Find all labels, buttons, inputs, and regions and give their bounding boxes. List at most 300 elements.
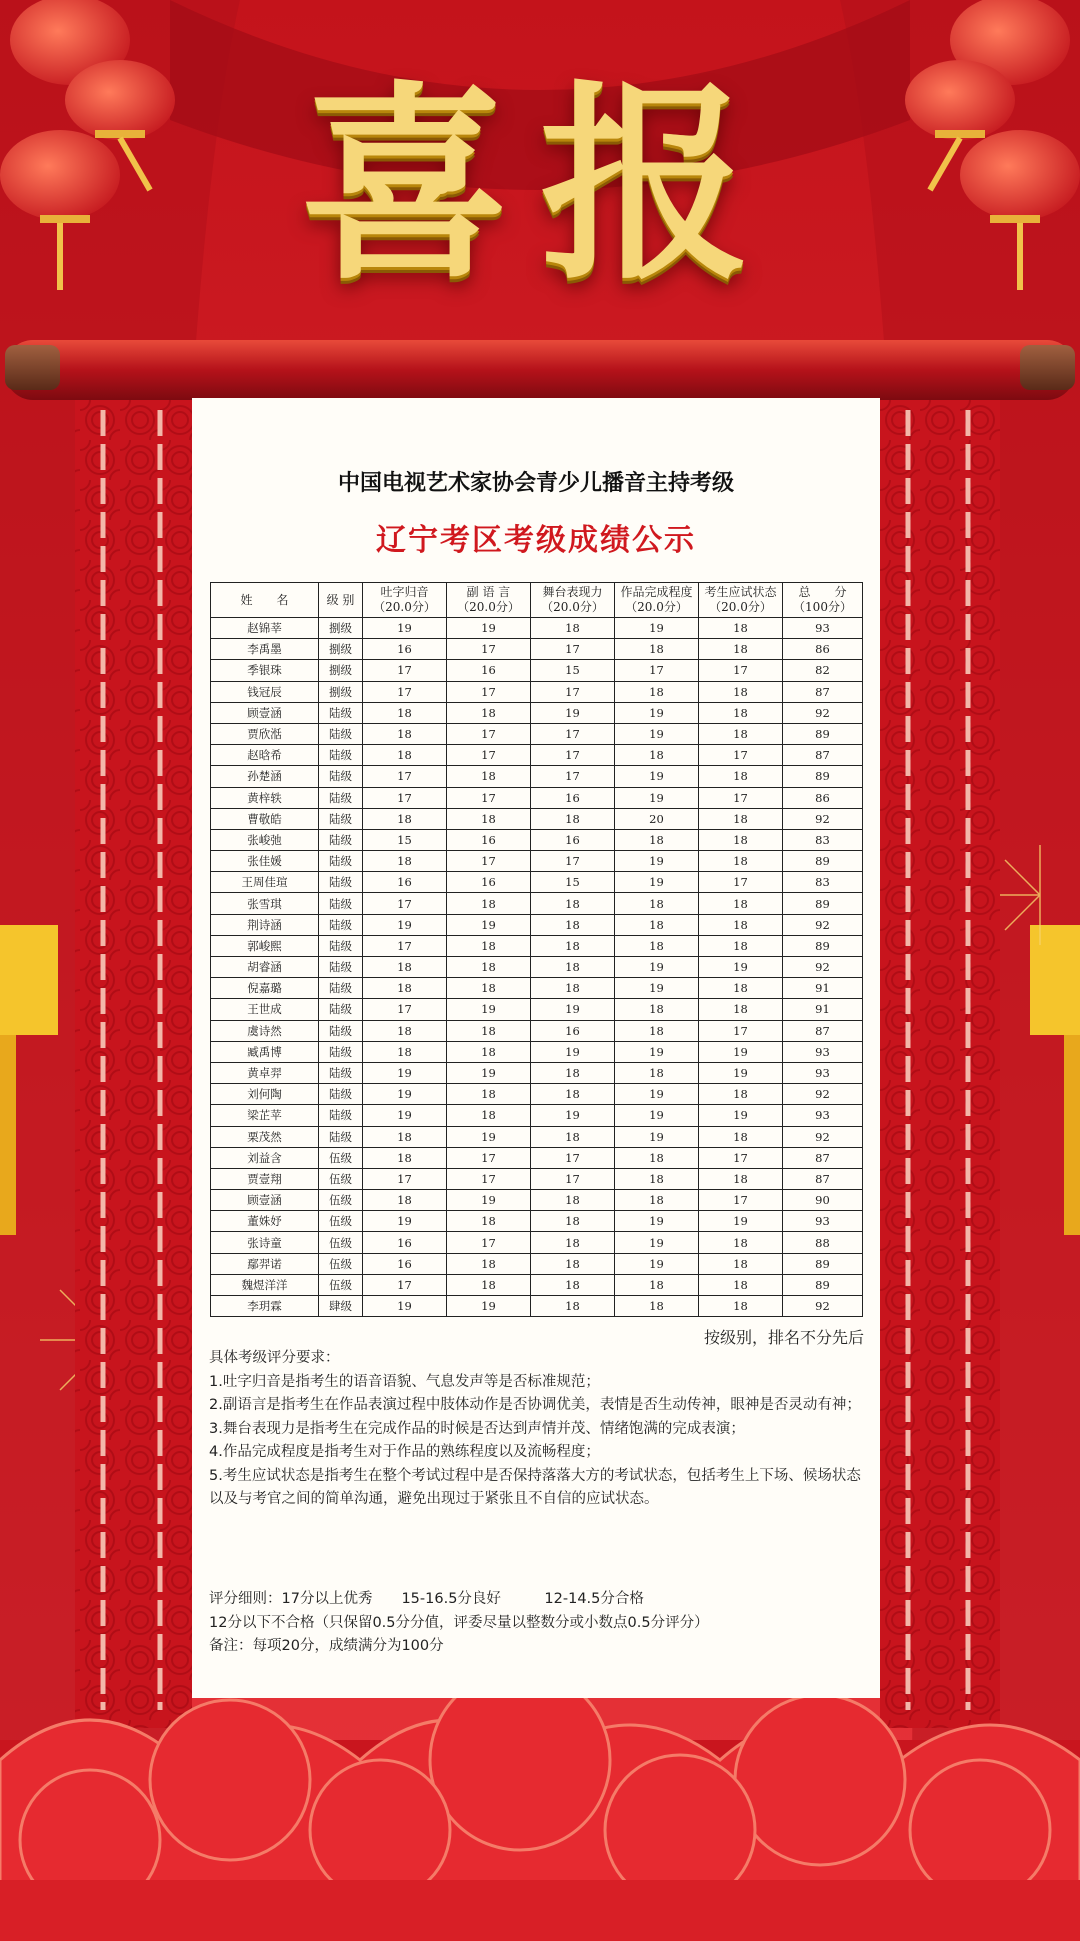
student-name: 魏煜洋洋 — [211, 1274, 319, 1295]
score-cell: 18 — [699, 1253, 783, 1274]
score-cell: 18 — [699, 893, 783, 914]
table-row — [211, 1232, 863, 1253]
column-header-label: 作品完成程度 — [620, 585, 693, 599]
grade-level: 陆级 — [319, 829, 363, 850]
grade-level: 陆级 — [319, 723, 363, 744]
score-cell: 18 — [699, 1296, 783, 1317]
score-cell: 18 — [447, 766, 531, 787]
criteria-heading: 具体考级评分要求： — [209, 1350, 340, 1366]
score-cell: 19 — [531, 702, 615, 723]
column-header-max: （20.0分） — [709, 600, 772, 614]
scale-line: 评分细则：17分以上优秀 15-16.5分良好 12-14.5分合格 — [209, 1591, 644, 1607]
grade-level: 陆级 — [319, 914, 363, 935]
score-cell: 18 — [531, 1211, 615, 1232]
score-cell: 19 — [699, 957, 783, 978]
student-name: 王周佳瑄 — [211, 872, 319, 893]
score-cell: 18 — [699, 702, 783, 723]
grade-level: 肆级 — [319, 1296, 363, 1317]
score-cell: 82 — [783, 660, 863, 681]
score-cell: 89 — [783, 893, 863, 914]
student-name: 荆诗涵 — [211, 914, 319, 935]
column-header-max: （20.0分） — [373, 600, 436, 614]
score-cell: 18 — [531, 1253, 615, 1274]
score-cell: 19 — [363, 1062, 447, 1083]
score-cell: 18 — [699, 808, 783, 829]
scale-line: 备注：每项20分，成绩满分为100分 — [209, 1638, 444, 1654]
score-cell: 16 — [531, 1020, 615, 1041]
score-cell: 19 — [447, 999, 531, 1020]
score-cell: 19 — [615, 872, 699, 893]
table-row — [211, 681, 863, 702]
grade-level: 伍级 — [319, 1274, 363, 1295]
score-cell: 16 — [447, 829, 531, 850]
score-cell: 18 — [615, 1296, 699, 1317]
score-cell: 87 — [783, 1147, 863, 1168]
table-row — [211, 723, 863, 744]
score-cell: 20 — [615, 808, 699, 829]
score-cell: 92 — [783, 914, 863, 935]
score-cell: 19 — [615, 851, 699, 872]
score-cell: 18 — [699, 639, 783, 660]
student-name: 顾壹涵 — [211, 702, 319, 723]
student-name: 赵晗希 — [211, 745, 319, 766]
score-cell: 17 — [699, 787, 783, 808]
score-cell: 19 — [615, 1041, 699, 1062]
student-name: 黄梓轶 — [211, 787, 319, 808]
score-cell: 18 — [363, 1041, 447, 1062]
grade-level: 陆级 — [319, 787, 363, 808]
grade-level: 陆级 — [319, 1020, 363, 1041]
score-cell: 92 — [783, 808, 863, 829]
column-header — [699, 583, 783, 618]
score-cell: 19 — [615, 766, 699, 787]
score-cell: 18 — [363, 723, 447, 744]
score-cell: 18 — [531, 1062, 615, 1083]
score-cell: 18 — [447, 808, 531, 829]
score-cell: 16 — [363, 1232, 447, 1253]
score-cell: 17 — [447, 1147, 531, 1168]
score-cell: 18 — [615, 1168, 699, 1189]
column-header-label: 总 分 — [798, 585, 847, 599]
score-cell: 18 — [531, 1190, 615, 1211]
score-cell: 18 — [447, 978, 531, 999]
score-cell: 89 — [783, 766, 863, 787]
grade-level: 陆级 — [319, 978, 363, 999]
score-cell: 18 — [615, 999, 699, 1020]
score-cell: 18 — [531, 808, 615, 829]
score-cell: 18 — [531, 935, 615, 956]
score-cell: 86 — [783, 787, 863, 808]
student-name: 孙楚涵 — [211, 766, 319, 787]
grade-level: 陆级 — [319, 745, 363, 766]
grade-level: 伍级 — [319, 1232, 363, 1253]
score-cell: 18 — [699, 1274, 783, 1295]
score-cell: 17 — [699, 872, 783, 893]
score-cell: 19 — [363, 1211, 447, 1232]
score-cell: 16 — [363, 1253, 447, 1274]
table-row — [211, 1147, 863, 1168]
grade-level: 伍级 — [319, 1190, 363, 1211]
score-cell: 19 — [615, 957, 699, 978]
student-name: 李禹墨 — [211, 639, 319, 660]
score-cell: 17 — [699, 1020, 783, 1041]
score-cell: 19 — [363, 1084, 447, 1105]
table-row — [211, 745, 863, 766]
table-header — [211, 583, 863, 618]
score-cell: 17 — [699, 660, 783, 681]
criteria-item: 5.考生应试状态是指考生在整个考试过程中是否保持落落大方的考试状态，包括考生上下场、候场状态以及与考官之间的简单沟通，避免出现过于紧张且不自信的应试状态。 — [209, 1467, 861, 1507]
score-cell: 18 — [615, 681, 699, 702]
column-header — [319, 583, 363, 618]
score-cell: 18 — [363, 851, 447, 872]
score-cell: 18 — [615, 914, 699, 935]
score-cell: 17 — [531, 1168, 615, 1189]
table-row — [211, 766, 863, 787]
table-row — [211, 1168, 863, 1189]
grade-level: 陆级 — [319, 1041, 363, 1062]
score-cell: 17 — [447, 1232, 531, 1253]
score-cell: 16 — [531, 829, 615, 850]
score-cell: 86 — [783, 639, 863, 660]
score-cell: 92 — [783, 1296, 863, 1317]
score-cell: 19 — [615, 1211, 699, 1232]
score-cell: 18 — [699, 829, 783, 850]
poster-title: 喜报 — [299, 61, 780, 308]
score-cell: 19 — [531, 999, 615, 1020]
score-cell: 17 — [699, 1190, 783, 1211]
page-title: 辽宁考区考级成绩公示 — [376, 523, 696, 558]
score-cell: 18 — [531, 1232, 615, 1253]
score-cell: 19 — [531, 1041, 615, 1062]
score-cell: 18 — [531, 1296, 615, 1317]
column-header — [531, 583, 615, 618]
student-name: 栗茂然 — [211, 1126, 319, 1147]
score-cell: 18 — [615, 1062, 699, 1083]
score-cell: 17 — [447, 851, 531, 872]
score-cell: 18 — [363, 808, 447, 829]
student-name: 顾壹涵 — [211, 1190, 319, 1211]
score-cell: 18 — [363, 702, 447, 723]
student-name: 赵锦莘 — [211, 618, 319, 639]
scale-line: 12分以下不合格（只保留0.5分分值，评委尽量以整数分或小数点0.5分评分） — [209, 1614, 709, 1631]
table-row — [211, 1190, 863, 1211]
score-cell: 17 — [447, 681, 531, 702]
criteria-item: 3.舞台表现力是指考生在完成作品的时候是否达到声情并茂、情绪饱满的完成表演； — [209, 1420, 745, 1437]
column-header-label: 考生应试状态 — [704, 585, 777, 599]
student-name: 胡睿涵 — [211, 957, 319, 978]
column-header-label: 姓 名 — [240, 592, 289, 607]
criteria-section — [209, 1347, 869, 1512]
score-cell: 18 — [615, 1274, 699, 1295]
column-header-label: 舞台表现力 — [542, 585, 603, 599]
score-cell: 19 — [699, 1041, 783, 1062]
score-cell: 17 — [363, 787, 447, 808]
score-cell: 19 — [447, 1062, 531, 1083]
score-cell: 17 — [447, 787, 531, 808]
student-name: 刘益含 — [211, 1147, 319, 1168]
score-cell: 92 — [783, 1126, 863, 1147]
score-cell: 18 — [531, 914, 615, 935]
score-cell: 19 — [615, 723, 699, 744]
score-cell: 18 — [699, 723, 783, 744]
grade-level: 陆级 — [319, 808, 363, 829]
score-cell: 92 — [783, 957, 863, 978]
score-cell: 19 — [615, 1126, 699, 1147]
score-cell: 18 — [615, 893, 699, 914]
criteria-item: 4.作品完成程度是指考生对于作品的熟练程度以及流畅程度； — [209, 1444, 600, 1460]
grade-level: 陆级 — [319, 702, 363, 723]
grade-level: 伍级 — [319, 1211, 363, 1232]
score-cell: 17 — [699, 745, 783, 766]
score-cell: 83 — [783, 829, 863, 850]
score-cell: 18 — [447, 957, 531, 978]
table-row — [211, 1105, 863, 1126]
score-cell: 19 — [615, 1232, 699, 1253]
score-cell: 87 — [783, 1168, 863, 1189]
score-cell: 18 — [531, 893, 615, 914]
score-cell: 18 — [699, 851, 783, 872]
table-row — [211, 893, 863, 914]
table-body — [211, 618, 863, 1317]
score-cell: 17 — [531, 681, 615, 702]
score-cell: 18 — [699, 1168, 783, 1189]
student-name: 李玥霖 — [211, 1296, 319, 1317]
score-cell: 18 — [615, 1190, 699, 1211]
grade-level: 陆级 — [319, 872, 363, 893]
score-cell: 18 — [363, 957, 447, 978]
score-cell: 18 — [447, 1274, 531, 1295]
grade-level: 捌级 — [319, 618, 363, 639]
table-row — [211, 1084, 863, 1105]
score-cell: 19 — [531, 1105, 615, 1126]
score-cell: 92 — [783, 702, 863, 723]
score-cell: 17 — [447, 639, 531, 660]
score-cell: 19 — [447, 914, 531, 935]
score-cell: 17 — [531, 745, 615, 766]
score-cell: 18 — [531, 957, 615, 978]
grade-level: 陆级 — [319, 1084, 363, 1105]
column-header-max: （20.0分） — [625, 600, 688, 614]
score-cell: 89 — [783, 1253, 863, 1274]
student-name: 贾欣湉 — [211, 723, 319, 744]
column-header — [363, 583, 447, 618]
organization-title: 中国电视艺术家协会青少儿播音主持考级 — [337, 471, 734, 496]
table-row — [211, 914, 863, 935]
score-cell: 17 — [447, 1168, 531, 1189]
score-cell: 18 — [699, 978, 783, 999]
score-cell: 19 — [447, 1190, 531, 1211]
student-name: 张雪琪 — [211, 893, 319, 914]
score-cell: 18 — [447, 1211, 531, 1232]
score-cell: 19 — [615, 1084, 699, 1105]
score-cell: 19 — [363, 914, 447, 935]
student-name: 董姝妤 — [211, 1211, 319, 1232]
score-cell: 18 — [699, 1084, 783, 1105]
score-cell: 17 — [531, 766, 615, 787]
score-cell: 17 — [363, 660, 447, 681]
score-cell: 18 — [615, 1147, 699, 1168]
score-cell: 19 — [615, 702, 699, 723]
score-cell: 17 — [531, 723, 615, 744]
score-cell: 18 — [363, 1020, 447, 1041]
student-name: 郭峻熙 — [211, 935, 319, 956]
column-header-max: （20.0分） — [457, 600, 520, 614]
score-cell: 93 — [783, 1062, 863, 1083]
table-row — [211, 1126, 863, 1147]
table-row — [211, 702, 863, 723]
table-row — [211, 935, 863, 956]
grade-level: 伍级 — [319, 1253, 363, 1274]
table-row — [211, 787, 863, 808]
column-header — [447, 583, 531, 618]
score-cell: 88 — [783, 1232, 863, 1253]
score-cell: 18 — [699, 999, 783, 1020]
grade-level: 捌级 — [319, 660, 363, 681]
score-cell: 17 — [447, 745, 531, 766]
score-cell: 91 — [783, 999, 863, 1020]
student-name: 钱冠辰 — [211, 681, 319, 702]
score-cell: 19 — [615, 978, 699, 999]
table-row — [211, 957, 863, 978]
criteria-item: 2.副语言是指考生在作品表演过程中肢体动作是否协调优美，表情是否生动传神，眼神是否灵动有神； — [209, 1397, 861, 1413]
grade-level: 伍级 — [319, 1168, 363, 1189]
score-cell: 15 — [531, 660, 615, 681]
score-cell: 19 — [363, 618, 447, 639]
score-cell: 19 — [615, 1253, 699, 1274]
score-cell: 17 — [531, 1147, 615, 1168]
score-cell: 17 — [363, 999, 447, 1020]
score-cell: 18 — [363, 1126, 447, 1147]
score-cell: 89 — [783, 935, 863, 956]
score-cell: 19 — [363, 1296, 447, 1317]
column-header-label: 副 语 言 — [466, 585, 511, 599]
column-header-max: （20.0分） — [541, 600, 604, 614]
score-cell: 18 — [531, 1274, 615, 1295]
table-row — [211, 872, 863, 893]
score-cell: 19 — [699, 1062, 783, 1083]
score-cell: 19 — [615, 1105, 699, 1126]
score-cell: 19 — [363, 1105, 447, 1126]
score-cell: 15 — [531, 872, 615, 893]
table-row — [211, 1274, 863, 1295]
score-cell: 17 — [363, 681, 447, 702]
score-cell: 18 — [531, 978, 615, 999]
score-cell: 83 — [783, 872, 863, 893]
grade-level: 陆级 — [319, 851, 363, 872]
table-row — [211, 829, 863, 850]
score-cell: 15 — [363, 829, 447, 850]
score-cell: 18 — [531, 618, 615, 639]
table-row — [211, 1020, 863, 1041]
score-cell: 89 — [783, 851, 863, 872]
column-header-label: 吐字归音 — [380, 585, 429, 599]
student-name: 刘何陶 — [211, 1084, 319, 1105]
score-cell: 17 — [363, 766, 447, 787]
column-header — [211, 583, 319, 618]
column-header — [783, 583, 863, 618]
score-cell: 18 — [699, 1126, 783, 1147]
student-name: 臧禹博 — [211, 1041, 319, 1062]
student-name: 虞诗然 — [211, 1020, 319, 1041]
score-cell: 18 — [699, 681, 783, 702]
score-cell: 18 — [447, 1020, 531, 1041]
score-cell: 18 — [363, 1190, 447, 1211]
student-name: 鄢羿诺 — [211, 1253, 319, 1274]
score-cell: 19 — [615, 787, 699, 808]
score-cell: 90 — [783, 1190, 863, 1211]
score-cell: 87 — [783, 1020, 863, 1041]
grade-level: 陆级 — [319, 957, 363, 978]
score-cell: 18 — [447, 935, 531, 956]
score-cell: 16 — [363, 872, 447, 893]
table-row — [211, 978, 863, 999]
score-cell: 18 — [531, 1126, 615, 1147]
column-header-max: （100分） — [793, 600, 852, 614]
score-cell: 17 — [363, 1168, 447, 1189]
score-cell: 19 — [447, 618, 531, 639]
score-cell: 18 — [699, 1232, 783, 1253]
score-cell: 18 — [447, 1084, 531, 1105]
table-row — [211, 618, 863, 639]
student-name: 张诗童 — [211, 1232, 319, 1253]
table-row — [211, 1062, 863, 1083]
student-name: 倪嘉璐 — [211, 978, 319, 999]
score-cell: 17 — [363, 935, 447, 956]
score-cell: 18 — [447, 1105, 531, 1126]
grade-level: 伍级 — [319, 1147, 363, 1168]
column-header — [615, 583, 699, 618]
score-cell: 18 — [699, 618, 783, 639]
score-cell: 17 — [615, 660, 699, 681]
table-row — [211, 851, 863, 872]
grade-level: 陆级 — [319, 999, 363, 1020]
score-cell: 18 — [699, 766, 783, 787]
score-cell: 16 — [363, 639, 447, 660]
score-cell: 19 — [699, 1211, 783, 1232]
score-cell: 89 — [783, 723, 863, 744]
table-row — [211, 1211, 863, 1232]
student-name: 张佳媛 — [211, 851, 319, 872]
grade-level: 陆级 — [319, 1105, 363, 1126]
score-cell: 18 — [531, 1084, 615, 1105]
grade-level: 陆级 — [319, 766, 363, 787]
score-cell: 87 — [783, 681, 863, 702]
student-name: 曹敬皓 — [211, 808, 319, 829]
grade-level: 陆级 — [319, 1062, 363, 1083]
score-cell: 18 — [615, 745, 699, 766]
grade-level: 陆级 — [319, 935, 363, 956]
score-cell: 16 — [447, 660, 531, 681]
ranking-note: 按级别，排名不分先后 — [703, 1328, 864, 1347]
grade-level: 捌级 — [319, 639, 363, 660]
student-name: 梁芷苹 — [211, 1105, 319, 1126]
score-cell: 18 — [447, 702, 531, 723]
score-cell: 18 — [363, 1147, 447, 1168]
score-cell: 93 — [783, 1041, 863, 1062]
score-cell: 93 — [783, 618, 863, 639]
table-row — [211, 1041, 863, 1062]
table-row — [211, 639, 863, 660]
column-header-label: 级 别 — [326, 592, 355, 607]
table-row — [211, 999, 863, 1020]
score-cell: 18 — [447, 1041, 531, 1062]
score-table — [210, 582, 863, 1317]
table-row — [211, 1296, 863, 1317]
score-cell: 93 — [783, 1105, 863, 1126]
score-cell: 93 — [783, 1211, 863, 1232]
score-cell: 18 — [363, 978, 447, 999]
scoring-scale — [209, 1588, 869, 1659]
